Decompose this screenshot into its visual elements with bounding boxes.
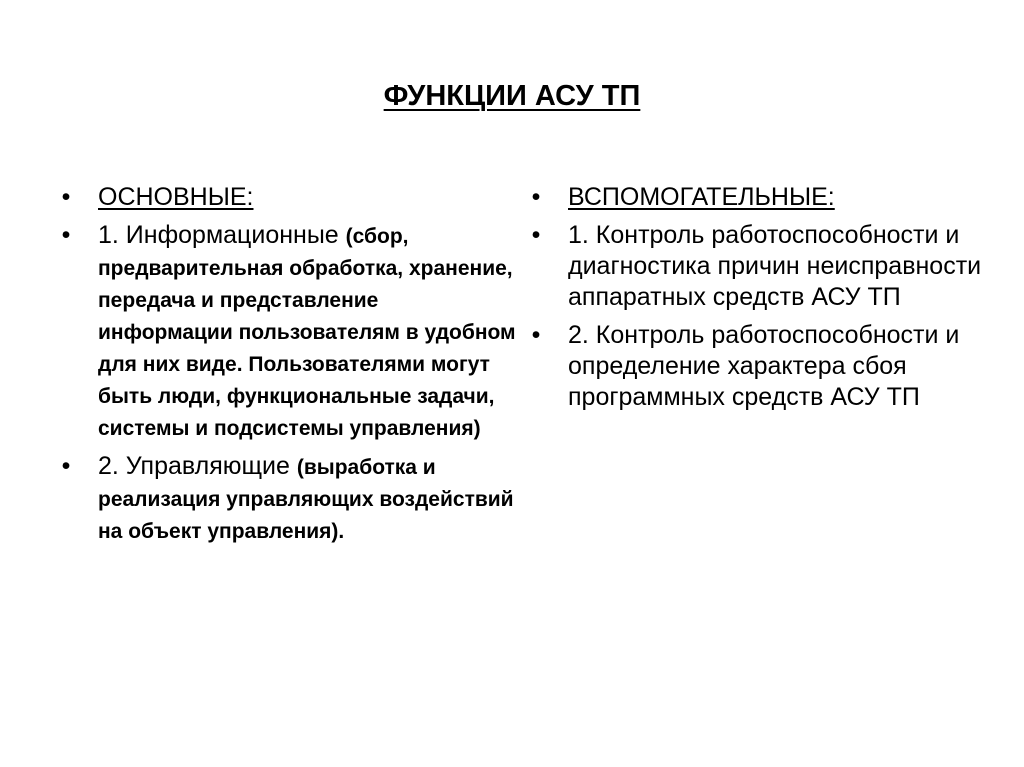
left-bullet-list [56,182,516,547]
bullet-icon: • [61,452,71,480]
item-lead: 2. Управляющие [98,452,297,480]
right-column [526,182,996,420]
item-detail: (сбор, предварительная обработка, хранение, передача и представление информации пользователям в удобном для них виде. Пользователями могут быть люди, функциональные задачи, системы и подсистемы управления) [98,225,516,440]
left-heading-item [56,182,516,213]
right-bullet-list [526,182,996,413]
bullet-icon: • [531,321,541,349]
item-lead: 1. Информационные [98,221,346,249]
right-heading-item [526,182,996,213]
bullet-icon: • [531,221,541,249]
page-title [0,76,1024,116]
page-title-text: ФУНКЦИИ АСУ ТП [383,80,641,112]
bullet-icon: • [61,221,71,249]
bullet-icon: • [531,183,541,211]
list-item [526,320,996,413]
list-item [526,220,996,313]
left-column [56,182,516,554]
list-item [56,220,516,444]
item-text: 1. Контроль работоспособности и диагностика причин неисправности аппаратных средств АСУ ТП [568,221,982,311]
left-heading: ОСНОВНЫЕ: [98,183,254,211]
item-text: 2. Контроль работоспособности и определение характера сбоя программных средств АСУ ТП [568,321,960,411]
item-detail: (выработка и реализация управляющих воздействий на объект управления). [98,456,514,543]
list-item [56,451,516,547]
right-heading: ВСПОМОГАТЕЛЬНЫЕ: [568,183,835,211]
bullet-icon: • [61,183,71,211]
